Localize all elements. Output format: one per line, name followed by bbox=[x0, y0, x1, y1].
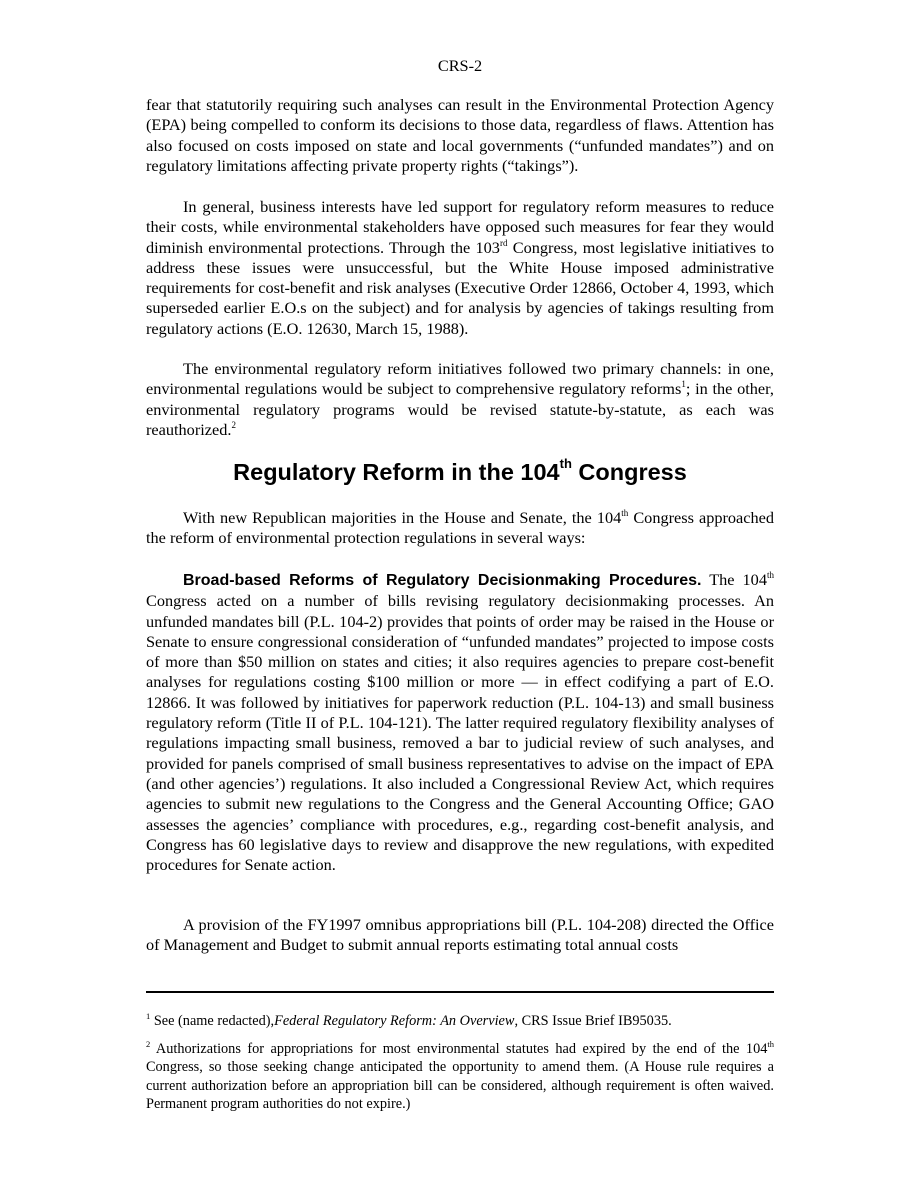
footnote-ref-1[interactable]: 1 bbox=[681, 379, 686, 390]
paragraph-5-text-a: The 104 bbox=[701, 570, 767, 589]
paragraph-3-text-a: The environmental regulatory reform initiatives followed two primary channels: in one, environmental regulations would be subject to comprehensive regulatory reforms bbox=[146, 359, 774, 399]
footnote-1 bbox=[146, 1012, 774, 1030]
paragraph-1-text: fear that statutorily requiring such analyses can result in the Environmental Protection Agency (EPA) being compelled to conform its decisions to those data, regardless of flaws. Attention has also focused on costs imposed on state and local governments (“unfunded mandates”) and on regulatory limitations affecting private property rights (“takings”). bbox=[146, 95, 774, 175]
footnote-2-text-a: Authorizations for appropriations for most environmental statutes had expired by the end of the 104 bbox=[150, 1041, 768, 1057]
superscript-rd: rd bbox=[499, 237, 508, 248]
paragraph-6-text: A provision of the FY1997 omnibus appropriations bill (P.L. 104-208) directed the Office of Management and Budget to submit annual reports estimating total annual costs bbox=[146, 915, 774, 955]
paragraph-4-sup: th bbox=[621, 508, 629, 518]
run-in-heading: Broad-based Reforms of Regulatory Decisionmaking Procedures. bbox=[183, 572, 702, 589]
paragraph-5-sup: th bbox=[766, 570, 774, 580]
paragraph-4 bbox=[146, 508, 774, 549]
paragraph-2-text-b: Congress, most legislative initiatives to address these issues were unsuccessful, but the White House imposed administrative requirements for cost-benefit and risk analyses (Executive Order 12866, October 4, 1993, which superseded earlier E.O.s on the subject) and for analysis by agencies of takings resulting from regulatory actions (E.O. 12630, March 15, 1988). bbox=[146, 237, 774, 338]
footnote-2-mark: 2 bbox=[146, 1039, 151, 1049]
paragraph-3 bbox=[146, 359, 774, 440]
paragraph-6 bbox=[146, 915, 774, 956]
paragraph-5 bbox=[146, 570, 774, 875]
footnote-1-mark: 1 bbox=[146, 1011, 151, 1021]
footnote-2-text-b: Congress, so those seeking change anticipated the opportunity to amend them. (A House rule requires a current authorization before an appropriation bill can be considered, although requirement is often waived. Permanent program authorities do not expire.) bbox=[146, 1059, 774, 1112]
section-heading-sup: th bbox=[559, 456, 572, 471]
section-heading-text-a: Regulatory Reform in the 104 bbox=[233, 459, 560, 485]
footnote-1-text-a: See (name redacted), bbox=[150, 1013, 275, 1029]
footnote-2-sup: th bbox=[767, 1039, 774, 1049]
footnote-1-text-b: , CRS Issue Brief IB95035. bbox=[514, 1013, 672, 1029]
paragraph-3-text-b: ; in the other, environmental regulatory programs would be revised statute-by-statute, as each was reauthorized. bbox=[146, 379, 775, 439]
footnote-divider bbox=[146, 991, 774, 993]
footnote-1-title: Federal Regulatory Reform: An Overview bbox=[274, 1013, 515, 1029]
paragraph-1 bbox=[146, 95, 774, 176]
section-heading bbox=[146, 456, 774, 486]
paragraph-4-text-a: With new Republican majorities in the House and Senate, the 104 bbox=[183, 508, 622, 527]
paragraph-5-text-b: Congress acted on a number of bills revising regulatory decisionmaking processes. An unfunded mandates bill (P.L. 104-2) provides that points of order may be raised in the House or Senate to ensure congressional consideration of “unfunded mandates” projected to impose costs of more than $50 million on states and cities; it also requires agencies to prepare cost-benefit analyses for regulations costing $100 million or more — in effect codifying a part of E.O. 12866. It was followed by initiatives for paperwork reduction (P.L. 104-13) and small business regulatory reform (Title II of P.L. 104-121). The latter required regulatory flexibility analyses of regulations impacting small business, removed a bar to judicial review of such analyses, and provided for panels comprised of small business representatives to advise on the impact of EPA (and other agencies’) regulations. It also included a Congressional Review Act, which requires agencies to submit new regulations to the Congress and the General Accounting Office; GAO assesses the agencies’ compliance with procedures, e.g., regarding cost-benefit analysis, and Congress has 60 legislative days to review and disapprove the new regulations, with expedited procedures for Senate action. bbox=[146, 591, 774, 875]
paragraph-2 bbox=[146, 197, 774, 339]
section-heading-text-b: Congress bbox=[571, 459, 687, 485]
paragraph-2-text-a: In general, business interests have led support for regulatory reform measures to reduce their costs, while environmental stakeholders have opposed such measures for fear they would diminish environmental protections. Through the 103 bbox=[146, 197, 774, 257]
footnote-ref-2[interactable]: 2 bbox=[231, 419, 236, 430]
footnote-2 bbox=[146, 1040, 774, 1113]
paragraph-4-text-b: Congress approached the reform of environmental protection regulations in several ways: bbox=[146, 508, 774, 548]
page-number: CRS-2 bbox=[437, 56, 483, 75]
